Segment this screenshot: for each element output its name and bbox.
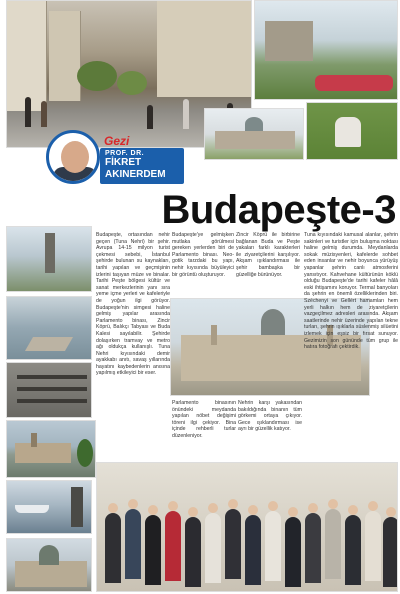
- author-name-last: AKINERDEM: [105, 169, 166, 180]
- castle-photo: [6, 538, 92, 592]
- river-ship-photo: [6, 480, 92, 534]
- fountain-photo: [6, 226, 92, 292]
- article-column-2: Budapeşte'ye gelmişken mutlaka görülmesi gereken yerlerden biri de Parlamento binası. Neo-gotik tarzdaki bu yapı, nehir kıyısında büyüleyici bir görüntü oluşturuyor.: [172, 232, 234, 278]
- author-avatar: [46, 130, 100, 184]
- palace-photo: [204, 108, 304, 160]
- author-badge: [46, 130, 186, 186]
- shoes-memorial-photo: [6, 362, 92, 418]
- section-tag: Gezi: [104, 134, 130, 148]
- group-photo: [96, 462, 398, 592]
- page-title: Budapeşte-3: [161, 188, 396, 232]
- article-column-5: Parlamento binasının önündeki meydanda yapılan nöbet değişimi töreni ilgi çekiyor. Bina içinde rehberli turlar düzenleniyor.: [172, 400, 236, 439]
- author-role: PROF. DR.: [105, 150, 145, 157]
- author-name-first: FİKRET: [105, 157, 142, 168]
- danube-promenade-photo: [6, 296, 92, 360]
- castle-gate-photo: [254, 0, 398, 100]
- article-column-1: Budapeşte, ortasından nehir geçen (Tuna Nehri) bir şehir. Avrupa 14-15 milyon turist çekmesi sebebi, İstanbul şehirde bulunan su kaynakları, tarihi yapıları ve geçmişinin izlerini taşıyan müze ve binalar. Tarihi Peşte bölgesi kültür ve sanat merkezlerinin yanı sıra yeme içme yerleri ve kafeleriyle de yoğun ilgi görüyor. Budapeşte'nin simgesi haline gelmiş yapılar arasında Parlamento binası, Zincir Köprü, Balıkçı Tabyası ve Buda Kalesi sayılabilir. Şehirde dolaşırken tramvay ve metro ağı oldukça kullanışlı. Tuna Nehri kıyısındaki demir ayakkabı anıtı, savaş yıllarında hayatını kaybedenlerin anısına yapılmış etkileyici bir eser.: [96, 232, 170, 377]
- article-column-3: Zincir Köprü ile birbirine bağlanan Buda ve Peşte yakaları farklı karakterleri ile ziyaretçilerini karşılıyor. Akşam ışıklandırması ile şehir bambaşka bir güzelliğe bürünüyor.: [236, 232, 300, 278]
- riverside-parliament-photo: [6, 420, 96, 478]
- article-column-6: Nehrin karşı yakasından bakıldığında binanın tüm görkemi ortaya çıkıyor. Gece ışıklandırması ise ayrı bir güzellik katıyor.: [238, 400, 302, 433]
- reader-in-park-photo: [306, 102, 398, 160]
- article-column-4: Tuna kıyısındaki kamusal alanlar, şehrin sakinleri ve turistler için buluşma noktası haline gelmiş durumda. Meydanlarda sokak müzisyenleri, kafelerde sohbet eden insanlar ve nehir boyunca yürüyüş yapanlar şehrin canlı atmosferini yansıtıyor. Kahvehane kültürünün köklü olduğu Budapeşte'de tarihi kafeler hâlâ eski ihtişamını koruyor. Termal banyoları da şehrin en önemli özelliklerinden biri. Széchenyi ve Gellért hamamları hem yerli halkın hem de ziyaretçilerin vazgeçilmez adresleri arasında. Akşam saatlerinde nehir üzerinde yapılan tekne turları, şehrin ışıklarla süslenmiş silüetini izlemek için eşsiz bir fırsat sunuyor. Gezimizin son gününde tüm grup ile hatıra fotoğrafı çektirdik.: [304, 232, 398, 351]
- author-namebox: [100, 148, 184, 184]
